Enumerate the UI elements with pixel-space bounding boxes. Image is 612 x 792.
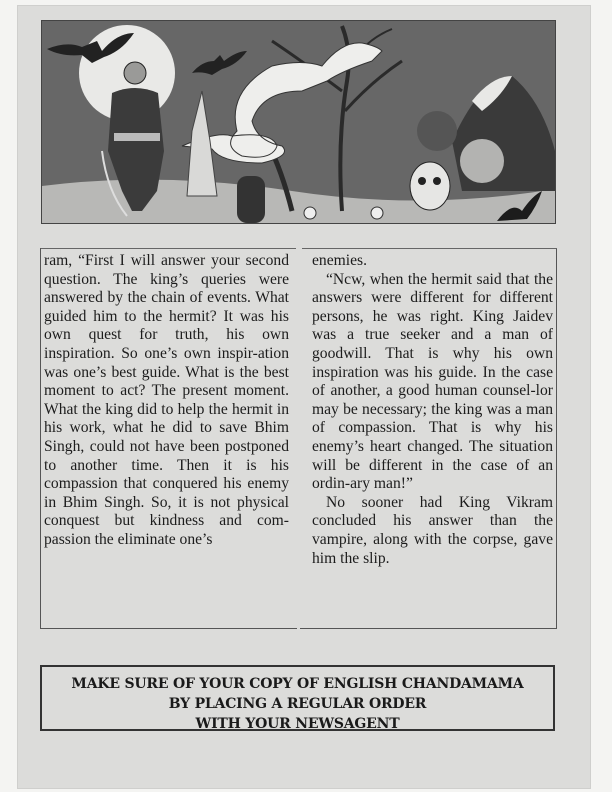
gravestone-icon (237, 176, 265, 223)
story-paragraph: ram, “First I will answer your second question. The king’s queries were answered by the chain of events. What guided him to the hermit? It was his own quest for truth, his own inspiration. So one’s own inspir-ation was one’s best guide. What is the best moment to act? The present moment. What the king did to help the hermit in his work, what he did to save Bhim Singh, could not have been postponed to another time. Then it is his compassion that conquered his enemy in Bhim Singh. So, it is not physical conquest but kindness and com-passion the eliminate one’s (44, 252, 289, 548)
subscription-notice (40, 665, 555, 731)
story-paragraph: enemies. (312, 252, 367, 269)
story-text (40, 248, 557, 629)
story-column-right (300, 248, 557, 629)
notice-line: MAKE SURE OF YOUR COPY OF ENGLISH CHANDAMAMA (71, 676, 524, 692)
column-rule (302, 248, 557, 249)
story-illustration (41, 20, 556, 224)
story-paragraph: No sooner had King Vikram concluded his answer than the vampire, along with the corpse, gave him the slip. (312, 493, 553, 567)
notice-line: WITH YOUR NEWSAGENT (195, 716, 400, 732)
story-paragraph: “Ncw, when the hermit said that the answers were different for different persons, he was right. King Jaidev was a true seeker and a man of goodwill. That is why his own inspiration was his guide. In the case of another, a good human counsel-lor may be necessary; the king was a man of compassion. That is why his enemy’s heart changed. The situation will be different in the case of an ordin-ary man!” (312, 270, 553, 493)
notice-line: BY PLACING A REGULAR ORDER (168, 696, 427, 712)
column-rule (41, 248, 296, 249)
skull-icon (410, 162, 450, 210)
story-column-left (40, 248, 297, 629)
